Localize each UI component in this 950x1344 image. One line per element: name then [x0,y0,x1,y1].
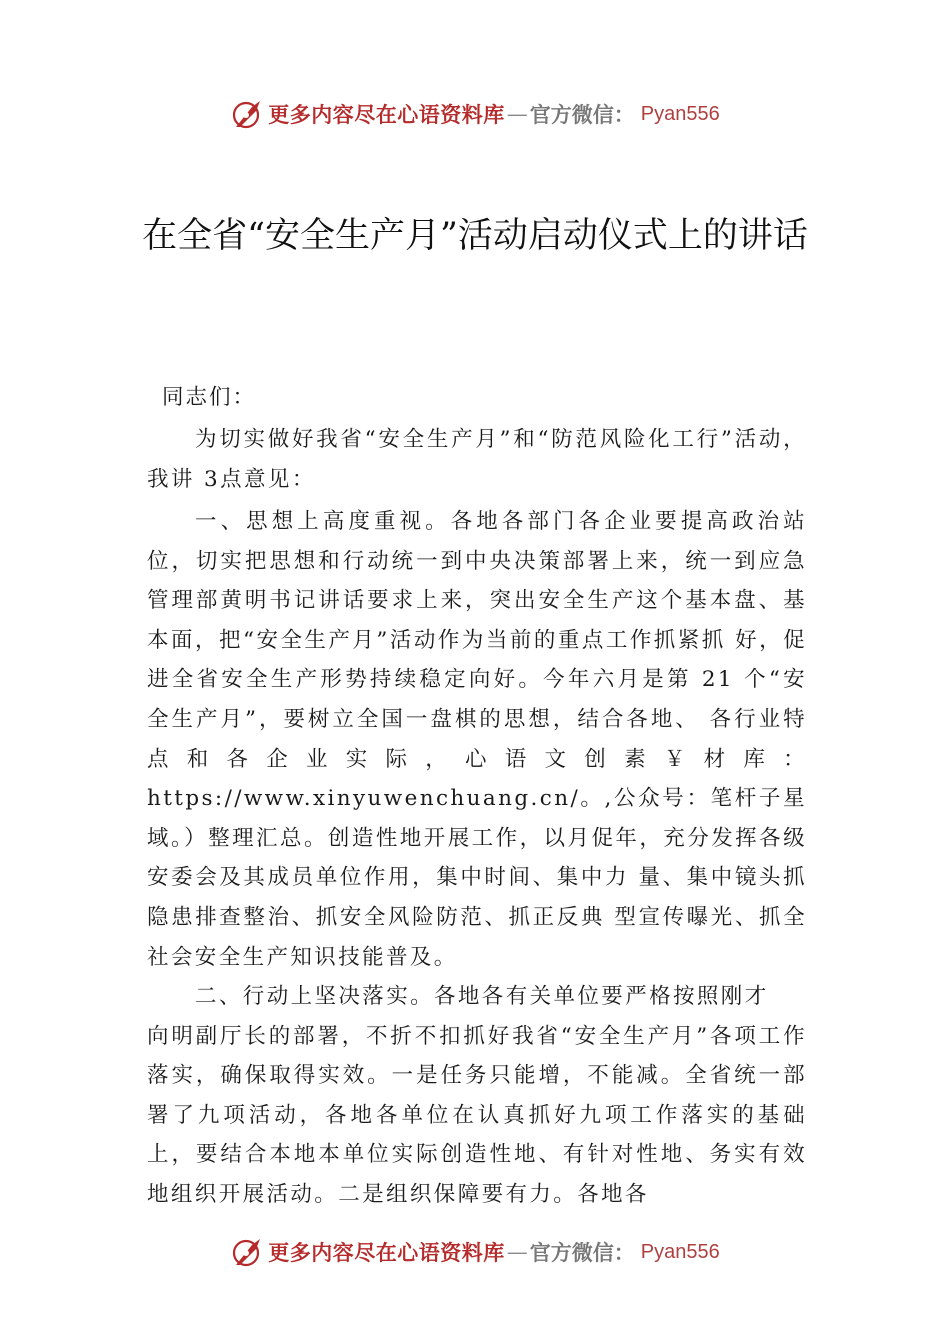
footer-watermark-banner [0,1232,950,1272]
quill-logo-icon [230,97,264,131]
banner-official-label: 官方微信： [529,102,635,127]
paragraph-text: 一、思想上高度重视。各地各部门各企业要提高政治站位，切实把思想和行动统一到中央决策部署上来，统一到应急管理部黄明书记讲话要求上来，突出安全生产这个基本盘、基本面，把“安全生产月”活动作为当前的重点工作抓紧抓 好，促进全省安全生产形势持续稳定向好。今年六月是第 21 个“安全生产月”，要树立全国一盘棋的思想，结合各地、 各行业特点和各企业实际，心语文创素￥材库：https://www.xinyuwenchuang.cn/。,公众号：笔杆子星域。）整理汇总。创造性地开展工作，以月促年，充分发挥各级安委会及其成员单位作用，集中时间、集中力 量、集中镜头抓隐患排查整治、抓安全风险防范、抓正反典 型宣传曝光、抓全社会安全生产知识技能普及。 [147,509,807,970]
quill-logo-icon [230,1235,264,1269]
banner-separator: — [506,102,528,126]
banner-wechat-handle: Pyan556 [640,1240,720,1263]
banner-separator: — [506,1240,528,1264]
banner-wechat-handle: Pyan556 [640,102,720,125]
banner-brand-text: 更多内容尽在心语资料库 [268,1240,505,1265]
paragraph-heading-line: 二、行动上坚决落实。各地各有关单位要严格按照刚才 [195,984,769,1009]
section-one-paragraph [147,502,807,977]
banner-official-label: 官方微信： [529,1240,635,1265]
document-title: 在全省“安全生产月”活动启动仪式上的讲话 [142,216,808,256]
banner-brand-text: 更多内容尽在心语资料库 [268,102,505,127]
paragraph-text: 为切实做好我省“安全生产月”和“防范风险化工行”活动，我讲 3点意见： [147,427,807,492]
paragraph-text: 向明副厅长的部署，不折不扣抓好我省“安全生产月”各项工作落实，确保取得实效。一是任务只能增，不能减。全省统一部署了九项活动，各地各单位在认真抓好九项工作落实的基础上，要结合本地本单位实际创造性地、有针对性地、务实有效地组织开展活动。二是组织保障要有力。各地各 [147,1023,807,1207]
greeting: 同志们： [162,385,257,410]
section-two-paragraph [147,977,807,1215]
intro-paragraph [147,420,807,499]
header-watermark-banner [0,94,950,134]
